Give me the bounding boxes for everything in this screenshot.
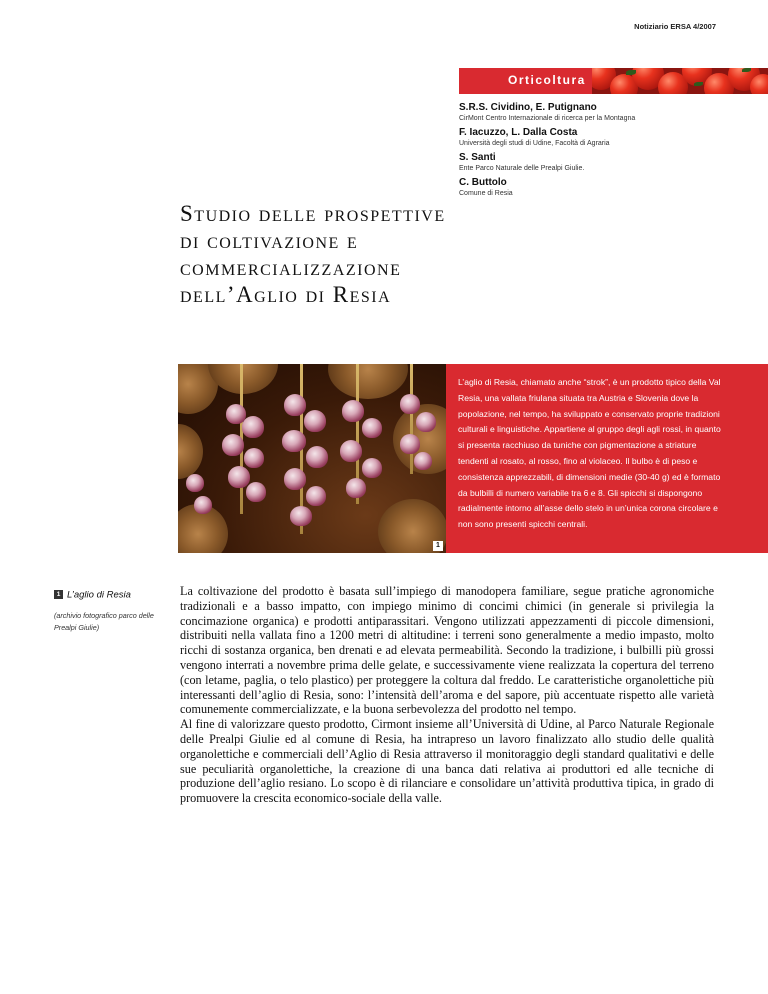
body-paragraph: Al fine di valorizzare questo prodotto, Cirmont insieme all’Università di Udine, al Parco Naturale Regionale delle Prealpi Giulie ed al comune di Resia, ha intrapreso un lavoro finalizzato allo studio delle qualità organolettiche e commerciali dell’Aglio di Resia attraverso il monitoraggio degli standard qualitativi e delle sue peculiarità organolettiche, la creazione di una banca dati relativa ai produttori ed alle tecniche di produzione dell’aglio resiano. Lo scopo è di rilanciare e consolidare un’attività produttiva tipica, in grado di promuovere la crescita economico-sociale della valle. <box>180 717 714 806</box>
title-line: di coltivazione e <box>180 228 359 253</box>
caption-number: 1 <box>54 590 63 599</box>
figure-number: 1 <box>433 541 443 551</box>
tomato-image <box>592 68 768 94</box>
author-block <box>459 177 759 198</box>
author-block <box>459 102 759 123</box>
author-affiliation: CirMont Centro Internazionale di ricerca per la Montagna <box>459 115 636 122</box>
author-affiliation: Università degli studi di Udine, Facoltà di Agraria <box>459 140 610 147</box>
author-name: S.R.S. Cividino, E. Putignano <box>459 102 597 113</box>
garlic-photo <box>178 364 446 553</box>
author-name: S. Santi <box>459 152 496 163</box>
section-label: Orticoltura <box>508 73 586 87</box>
journal-header: Notiziario ERSA 4/2007 <box>634 22 716 31</box>
author-affiliation: Comune di Resia <box>459 190 513 197</box>
title-line: Studio delle prospettive <box>180 201 446 226</box>
caption-title: L’aglio di Resia <box>67 589 131 601</box>
author-block <box>459 152 759 173</box>
caption-credit: (archivio fotografico parco delle Prealpi Giulie) <box>54 611 154 632</box>
author-block <box>459 127 759 148</box>
body-paragraph: La coltivazione del prodotto è basata sull’impiego di manodopera familiare, segue pratiche agronomiche tradizionali e a basso impatto, con impiego minimo di concimi chimici (in generale si privilegia la concimazione organica) e prodotti antiparassitari. Vengono utilizzati appezzamenti di piccole dimensioni, distribuiti nella vallata fino a 1200 metri di altitudine: i terreni sono generalmente a medio impasto, molto ricchi di sostanza organica, ben drenati e ad elevata permeabilità. Secondo la tradizione, i bulbilli più grossi vengono interrati a novembre prima delle gelate, e successivamente viene realizzata la copertura del terreno (con letame, paglia, o telo plastico) per proteggere la coltura dal freddo. Le caratteristiche organolettiche più interessanti dell’aglio di Resia, sono: l’intensità dell’aroma e del sapore, più accentuate rispetto alle varietà comunemente commercializzate, e la buona serbevolezza del prodotto nel tempo. <box>180 584 714 717</box>
article-body <box>180 584 714 806</box>
author-name: F. Iacuzzo, L. Dalla Costa <box>459 127 578 138</box>
author-list <box>459 102 759 202</box>
author-affiliation: Ente Parco Naturale delle Prealpi Giulie. <box>459 165 585 172</box>
intro-text: L’aglio di Resia, chiamato anche “strok”, è un prodotto tipico della Val Resia, una vallata friulana situata tra Austria e Slovenia dove la popolazione, nel tempo, ha sviluppato e conservato proprie tradizioni culturali e linguistiche. Appartiene al gruppo degli agli rossi, in quanto si presenta racchiuso da tuniche con pigmentazione a striature tendenti al rosato, al rosso, fino al violaceo. Il bulbo è di peso e consistenza apprezzabili, di dimensioni medie (30-40 g) ed è formato da bulbilli di numero variabile tra 6 e 8. Gli spicchi si dispongono radialmente intorno all’asse dello stelo in un’unica corona circolare e non sono presenti spicchi centrali. <box>458 377 721 530</box>
figure-caption <box>54 586 172 634</box>
title-line: commercializzazione <box>180 255 402 280</box>
title-line: dell’Aglio di Resia <box>180 282 392 307</box>
author-name: C. Buttolo <box>459 177 507 188</box>
article-title <box>180 200 700 308</box>
